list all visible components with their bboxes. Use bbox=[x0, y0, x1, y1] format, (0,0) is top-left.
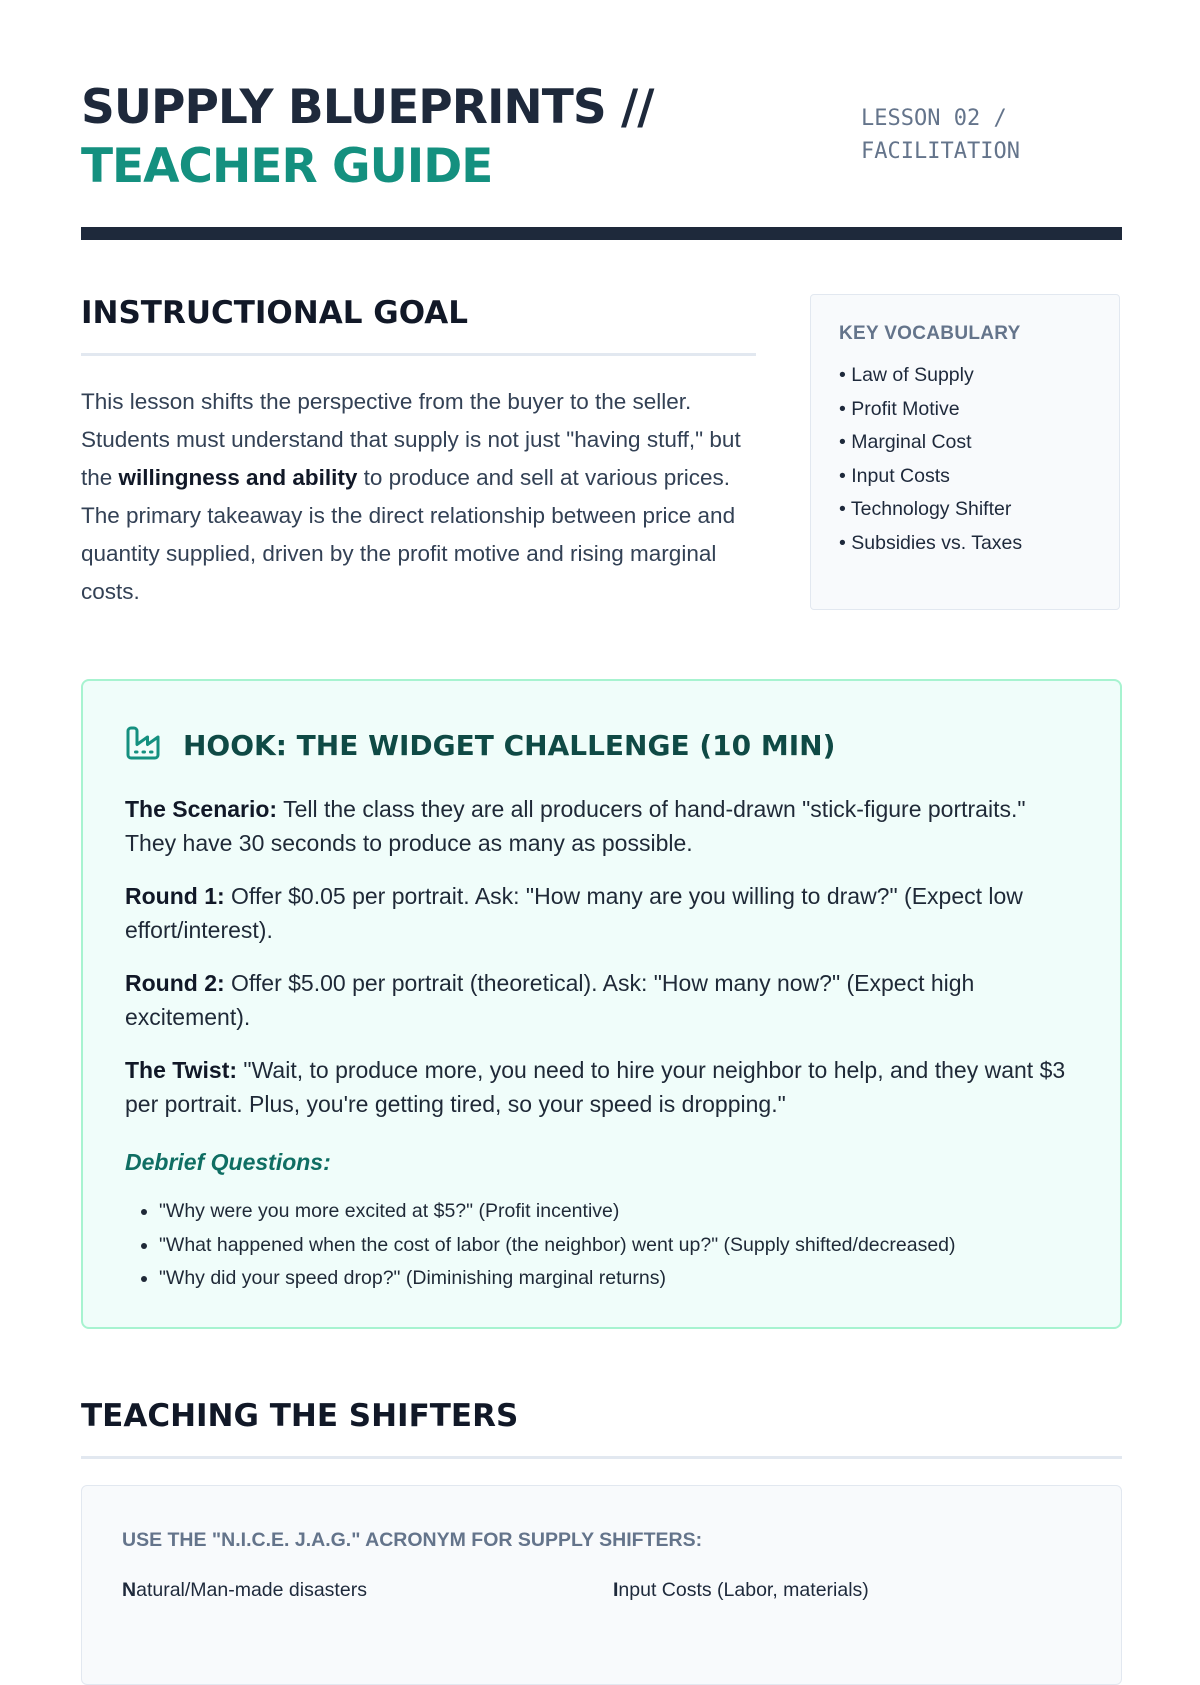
vocab-item: • Marginal Cost bbox=[839, 431, 972, 453]
goal-text-bold: willingness and ability bbox=[118, 465, 358, 490]
header bbox=[81, 0, 1122, 240]
twist-label: The Twist: bbox=[125, 1057, 238, 1083]
factory-icon bbox=[125, 725, 161, 766]
instructional-goal-section bbox=[81, 295, 756, 611]
scenario-label: The Scenario: bbox=[125, 796, 278, 822]
hook-header bbox=[125, 725, 835, 766]
shifter-initial: N bbox=[122, 1579, 137, 1601]
hook-card bbox=[81, 679, 1122, 1329]
vocab-item: • Law of Supply bbox=[839, 364, 974, 386]
goal-text-before: This lesson shifts the perspective from the buyer to the seller. Students must understand that supply is not just "having stuff," but the bbox=[81, 389, 741, 490]
shifters-heading: TEACHING THE SHIFTERS bbox=[81, 1398, 519, 1434]
shifters-section bbox=[81, 1398, 1122, 1601]
debrief-heading: Debrief Questions: bbox=[125, 1149, 331, 1175]
debrief-item: • "Why were you more excited at $5?" (Profit incentive) bbox=[159, 1195, 1075, 1229]
scenario-paragraph bbox=[125, 792, 1075, 860]
scenario-text: Tell the class they are all producers of hand-drawn "stick-figure portraits." They have 30 seconds to produce as many as possible. bbox=[125, 796, 1026, 856]
twist-paragraph bbox=[125, 1053, 1075, 1121]
acronym-label: USE THE "N.I.C.E. J.A.G." ACRONYM FOR SUPPLY SHIFTERS: bbox=[122, 1529, 703, 1551]
goal-heading: INSTRUCTIONAL GOAL bbox=[81, 295, 468, 331]
shifters-divider bbox=[81, 1456, 1122, 1459]
vocab-item: • Subsidies vs. Taxes bbox=[839, 531, 1023, 554]
vocab-item: • Profit Motive bbox=[839, 397, 960, 420]
shifter-item-text: nput Costs (Labor, materials) bbox=[618, 1579, 869, 1601]
goal-divider bbox=[81, 353, 756, 356]
shifters-box bbox=[81, 1485, 1122, 1685]
round1-text: Offer $0.05 per portrait. Ask: "How many are you willing to draw?" (Expect low effort/interest). bbox=[125, 883, 1023, 943]
round2-paragraph bbox=[125, 966, 1075, 1034]
key-vocabulary-box bbox=[810, 294, 1120, 610]
page bbox=[81, 0, 1122, 1601]
hook-body bbox=[125, 792, 1075, 1296]
vocab-item: • Input Costs bbox=[839, 464, 950, 487]
shifter-item-input bbox=[613, 1579, 869, 1602]
shifter-item-text: atural/Man-made disasters bbox=[136, 1579, 367, 1601]
round2-text: Offer $5.00 per portrait (theoretical). Ask: "How many now?" (Expect high excitement). bbox=[125, 970, 975, 1030]
debrief-item: • "What happened when the cost of labor (the neighbor) went up?" (Supply shifted/decreased) bbox=[159, 1229, 1075, 1263]
vocab-title: KEY VOCABULARY bbox=[839, 323, 1021, 344]
twist-text: "Wait, to produce more, you need to hire your neighbor to help, and they want $3 per portrait. Plus, you're getting tired, so your speed is dropping." bbox=[125, 1057, 1066, 1117]
hook-title: HOOK: THE WIDGET CHALLENGE (10 MIN) bbox=[183, 729, 836, 762]
debrief-list bbox=[125, 1195, 1075, 1296]
lesson-tag: LESSON 02 / FACILITATION bbox=[861, 106, 1020, 164]
round1-paragraph bbox=[125, 879, 1075, 947]
debrief-item: • "Why did your speed drop?" (Diminishing marginal returns) bbox=[159, 1262, 1075, 1296]
shifter-initial: I bbox=[613, 1579, 619, 1601]
vocab-list bbox=[839, 359, 1119, 560]
page-subtitle: TEACHER GUIDE bbox=[81, 139, 493, 194]
goal-text-after: to produce and sell at various prices. The primary takeaway is the direct relationship between price and quantity supplied, driven by the profit motive and rising marginal costs. bbox=[81, 465, 736, 604]
vocab-item: • Technology Shifter bbox=[839, 498, 1012, 520]
round1-label: Round 1: bbox=[125, 883, 225, 909]
shifter-item-natural bbox=[122, 1579, 367, 1602]
round2-label: Round 2: bbox=[125, 970, 225, 996]
header-divider bbox=[81, 227, 1122, 240]
goal-paragraph bbox=[81, 383, 756, 611]
page-title: SUPPLY BLUEPRINTS // bbox=[81, 80, 654, 135]
